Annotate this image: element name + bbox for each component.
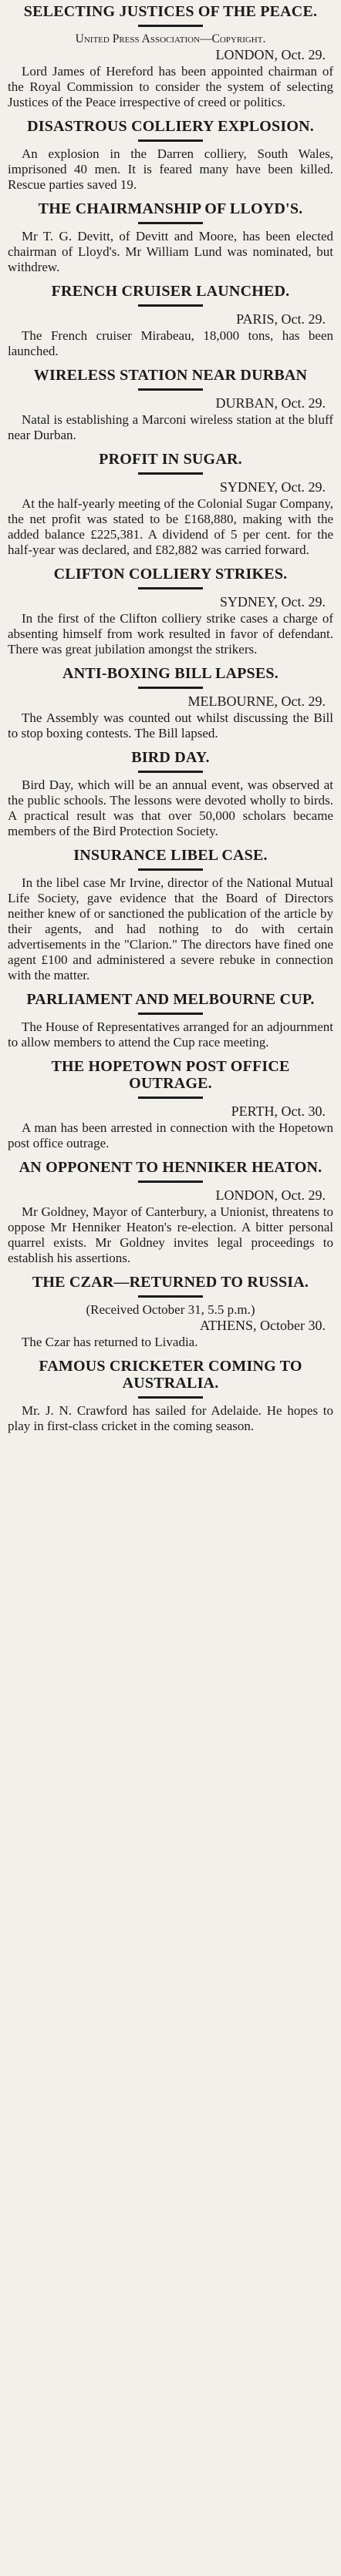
article-dateline: LONDON, Oct. 29. xyxy=(215,47,326,62)
headline-rule xyxy=(138,1396,203,1399)
news-article xyxy=(8,1274,333,1350)
article-dateline: SYDNEY, Oct. 29. xyxy=(219,479,326,495)
article-body: At the half-yearly meeting of the Colonial Sugar Company, the net profit was stated to be £168,880, making with the added balance £225,381. A dividend of 5 per cent. for the half-year was declared, and £82,882 was carried forward. xyxy=(8,496,333,557)
news-article xyxy=(8,991,333,1050)
news-article xyxy=(8,665,333,741)
article-body: A man has been arrested in connection with the Hopetown post office outrage. xyxy=(8,1120,333,1150)
article-headline: BIRD DAY. xyxy=(131,749,210,766)
news-article xyxy=(8,3,333,110)
article-body: The House of Representatives arranged for an adjournment to allow members to attend the Cup race meeting. xyxy=(8,1019,333,1050)
article-headline: THE CHAIRMANSHIP OF LLOYD'S. xyxy=(38,200,303,217)
news-article xyxy=(8,118,333,193)
article-dateline: LONDON, Oct. 29. xyxy=(215,1187,326,1203)
article-body: Mr. J. N. Crawford has sailed for Adelaide. He hopes to play in first-class cricket in the coming season. xyxy=(8,1403,333,1433)
article-headline: PARLIAMENT AND MELBOURNE CUP. xyxy=(26,991,315,1008)
news-article xyxy=(8,1358,333,1434)
article-headline: PROFIT IN SUGAR. xyxy=(99,451,242,468)
article-headline: THE CZAR—RETURNED TO RUSSIA. xyxy=(32,1274,309,1291)
article-body: Lord James of Hereford has been appointed chairman of the Royal Commission to consider the system of selecting Justices of the Peace irrespective of creed or politics. xyxy=(8,64,333,109)
headline-rule xyxy=(138,868,203,871)
article-body: In the libel case Mr Irvine, director of the National Mutual Life Society, gave evidence that the Board of Directors neither knew of or sanctioned the publication of the article by their agents, and had nothing to do with certain advertisements in the "Clarion." The directors have fined one agent £100 and administered a severe rebuke in connection with the matter. xyxy=(8,875,333,982)
news-article xyxy=(8,1159,333,1266)
headline-rule xyxy=(138,25,203,27)
article-dateline: ATHENS, October 30. xyxy=(200,1318,326,1333)
article-headline: THE HOPETOWN POST OFFICE OUTRAGE. xyxy=(51,1058,290,1092)
article-body: Bird Day, which will be an annual event, was observed at the public schools. The lessons were devoted wholly to birds. A practical result was that over 50,000 scholars became members of the Bird Protection Society. xyxy=(8,778,333,838)
article-body: The Czar has returned to Livadia. xyxy=(22,1335,198,1349)
article-dateline: DURBAN, Oct. 29. xyxy=(215,395,326,411)
article-headline: SELECTING JUSTICES OF THE PEACE. xyxy=(23,3,318,20)
headline-rule xyxy=(138,587,203,589)
article-body: In the first of the Clifton colliery strike cases a charge of absenting himself from work resulted in favor of defendant. There was great jubilation amongst the strikers. xyxy=(8,611,333,657)
article-body: The Assembly was counted out whilst discussing the Bill to stop boxing contests. The Bill lapsed. xyxy=(8,710,333,741)
news-article xyxy=(8,367,333,443)
headline-rule xyxy=(138,1097,203,1099)
headline-rule xyxy=(138,1181,203,1183)
article-headline: WIRELESS STATION NEAR DURBAN xyxy=(33,367,308,384)
news-article xyxy=(8,749,333,839)
headline-rule xyxy=(138,388,203,391)
article-dateline: MELBOURNE, Oct. 29. xyxy=(187,694,326,709)
news-article xyxy=(8,566,333,657)
news-article xyxy=(8,283,333,359)
article-body: Mr T. G. Devitt, of Devitt and Moore, has been elected chairman of Lloyd's. Mr William Lund was nominated, but withdrew. xyxy=(8,229,333,274)
news-article xyxy=(8,1058,333,1151)
article-headline: CLIFTON COLLIERY STRIKES. xyxy=(53,566,288,583)
headline-rule xyxy=(138,771,203,773)
article-body: An explosion in the Darren colliery, South Wales, imprisoned 40 men. It is feared many have been killed. Rescue parties saved 19. xyxy=(8,146,333,192)
headline-rule xyxy=(138,139,203,142)
article-headline: INSURANCE LIBEL CASE. xyxy=(73,847,268,864)
headline-rule xyxy=(138,222,203,224)
headline-rule xyxy=(138,1013,203,1015)
headline-rule xyxy=(138,1295,203,1298)
article-body: The French cruiser Mirabeau, 18,000 tons, has been launched. xyxy=(8,328,333,358)
article-dateline: PERTH, Oct. 30. xyxy=(231,1103,326,1119)
headline-rule xyxy=(138,304,203,307)
news-article xyxy=(8,847,333,983)
news-article xyxy=(8,200,333,275)
article-headline: FAMOUS CRICKETER COMING TO AUSTRALIA. xyxy=(39,1358,302,1392)
article-headline: ANTI-BOXING BILL LAPSES. xyxy=(62,665,279,682)
article-headline: AN OPPONENT TO HENNIKER HEATON. xyxy=(19,1159,322,1176)
article-body: Mr Goldney, Mayor of Canterbury, a Unionist, threatens to oppose Mr Henniker Heaton's re-election. A bitter personal quarrel exists. Mr Goldney invites legal proceedings to establish his assertions. xyxy=(8,1204,333,1265)
press-credit: United Press Association—Copyright. xyxy=(75,32,266,45)
news-article xyxy=(8,451,333,558)
article-headline: DISASTROUS COLLIERY EXPLOSION. xyxy=(27,118,314,135)
headline-rule xyxy=(138,687,203,689)
received-note: (Received October 31, 5.5 p.m.) xyxy=(86,1302,255,1317)
article-dateline: SYDNEY, Oct. 29. xyxy=(219,594,326,610)
article-dateline: PARIS, Oct. 29. xyxy=(236,311,326,327)
article-body: Natal is establishing a Marconi wireless station at the bluff near Durban. xyxy=(8,412,333,442)
article-headline: FRENCH CRUISER LAUNCHED. xyxy=(51,283,290,300)
headline-rule xyxy=(138,472,203,475)
